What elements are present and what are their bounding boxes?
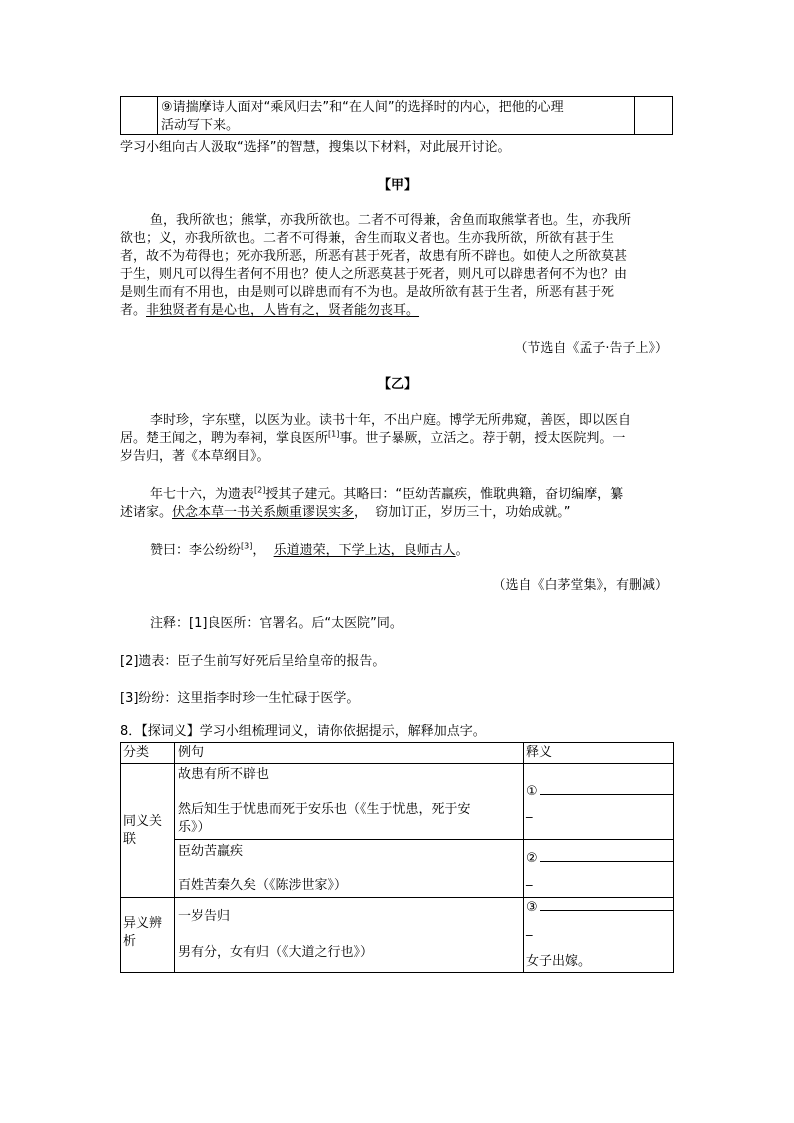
jia-line-4: 于生，则凡可以得生者何不用也？使人之所恶莫甚于死者，则凡可以辟患者何不为也？由	[120, 267, 628, 282]
answer-1-blank[interactable]	[540, 784, 674, 795]
example-2a: 臣幼苦羸疾	[178, 844, 244, 859]
jia-line-2: 欲也；义，亦我所欲也。二者不可得兼，舍生而取义者也。生亦我所欲，所欲有甚于生	[120, 231, 615, 246]
yi-source: （选自《白茅堂集》，有删减）	[492, 578, 668, 593]
group-synonym-label: 同义关 联	[123, 814, 163, 847]
table-cell-left	[121, 97, 158, 134]
yi-p2-underlined: 伏念本草一书关系颇重谬误实多	[172, 505, 355, 520]
question-9-line1: ⑨请揣摩诗人面对“乘风归去”和“在人间”的选择时的内心，把他的心理	[161, 100, 564, 115]
intro-text: 学习小组向古人汲取“选择”的智慧，搜集以下材料，对此展开讨论。	[120, 140, 511, 155]
jia-line-3: 者，故不为苟得也；死亦我所恶，所恶有甚于死者，故患有所不辟也。如使人之所欲莫甚	[120, 249, 628, 264]
jia-last-prefix: 者。	[120, 303, 147, 318]
header-example: 例句	[178, 745, 205, 760]
answer-3[interactable]: ③	[526, 899, 674, 917]
answer-3-given: 女子出嫁。	[526, 954, 592, 969]
example-1b: 然后知生于忧患而死于安乐也（《生于忧患，死于安	[178, 802, 471, 817]
note-2: [2]遗表：臣子生前写好死后呈给皇帝的报告。	[120, 654, 386, 669]
yi-p2-line1	[120, 486, 675, 503]
example-2b: 百姓苦秦久矣（《陈涉世家》）	[178, 878, 348, 893]
yi-p3-end: 。	[455, 543, 469, 558]
answer-3-tail: _	[526, 922, 533, 937]
question-9-text	[161, 99, 637, 135]
header-category: 分类	[123, 745, 150, 760]
vocabulary-table	[120, 742, 674, 973]
answer-1-tail: _	[526, 804, 533, 819]
yi-p1-line3: 岁告归，著《本草纲目》。	[120, 449, 270, 464]
jia-heading: 【甲】	[377, 178, 417, 193]
note-3: [3]纷纷：这里指李时珍一生忙碌于医学。	[120, 691, 360, 706]
example-3b: 男有分，女有归（《大道之行也》）	[178, 945, 374, 960]
yi-p1-line2	[120, 430, 675, 447]
jia-line-1: 鱼，我所欲也；熊掌，亦我所欲也。二者不可得兼，舍鱼而取熊掌者也。生，亦我所	[150, 213, 632, 228]
yi-p3-prefix: 赞曰：李公纷纷	[150, 543, 242, 558]
footnote-ref-2: [2]	[254, 485, 266, 495]
yi-heading: 【乙】	[377, 377, 417, 392]
yi-p1-line1: 李时珍，字东壁，以医为业。读书十年，不出户庭。博学无所弗窥，善医，即以医自	[150, 413, 632, 428]
answer-blank[interactable]	[239, 122, 379, 135]
question-9-line2: 活动写下来。	[161, 118, 240, 133]
footnote-ref-3: [3]	[241, 541, 253, 551]
example-3a: 一岁告归	[178, 909, 231, 924]
yi-p1-line2b: 事。世子暴厥，立活之。荐于朝，授太医院判。一	[339, 431, 626, 446]
yi-p3	[120, 542, 675, 559]
yi-p1-line2a: 居。楚王闻之，聘为奉祠，掌良医所	[120, 431, 329, 446]
yi-p2-line1b: 授其子建元。其略曰：“臣幼苦羸疾，惟耽典籍，奋切编摩，纂	[265, 487, 624, 502]
yi-p2-suffix: ， 窃加订正，岁历三十，功始成就。”	[354, 505, 571, 520]
yi-p3-underlined: 乐道遗荣，下学上达，良师古人	[273, 543, 456, 558]
group-distinction-label: 异义辨 析	[123, 916, 163, 949]
yi-p2-line1a: 年七十六，为遗表	[150, 487, 255, 502]
jia-source: （节选自《孟子·告子上》）	[514, 341, 668, 356]
yi-p2-line2	[120, 504, 675, 521]
note-1: 注释：[1]良医所：官署名。后“太医院”同。	[150, 616, 403, 631]
footnote-ref-1: [1]	[328, 429, 340, 439]
question-9-table	[120, 96, 673, 135]
jia-line-5: 是则生而有不用也，由是则可以辟患而有不为也。是故所欲有甚于生者，所恶有甚于死	[120, 285, 615, 300]
header-meaning: 释义	[526, 745, 553, 760]
jia-underlined-sentence: 非独贤者有是心也，人皆有之，贤者能勿丧耳。	[146, 303, 420, 318]
example-1c: 乐》）	[178, 820, 211, 835]
answer-2-tail: _	[526, 872, 533, 887]
yi-p2-prefix: 述诸家。	[120, 505, 173, 520]
answer-3-blank[interactable]	[540, 900, 674, 911]
jia-line-6	[120, 302, 675, 319]
table-cell-right	[634, 97, 672, 134]
example-1a: 故患有所不辟也	[178, 767, 270, 782]
question-8-title: 8．【探词义】学习小组梳理词义，请你依据提示，解释加点字。	[120, 724, 486, 739]
answer-1[interactable]: ①	[526, 783, 674, 801]
answer-2-blank[interactable]	[540, 851, 674, 862]
yi-p3-mid: ，	[252, 543, 274, 558]
answer-2[interactable]: ②	[526, 850, 674, 868]
